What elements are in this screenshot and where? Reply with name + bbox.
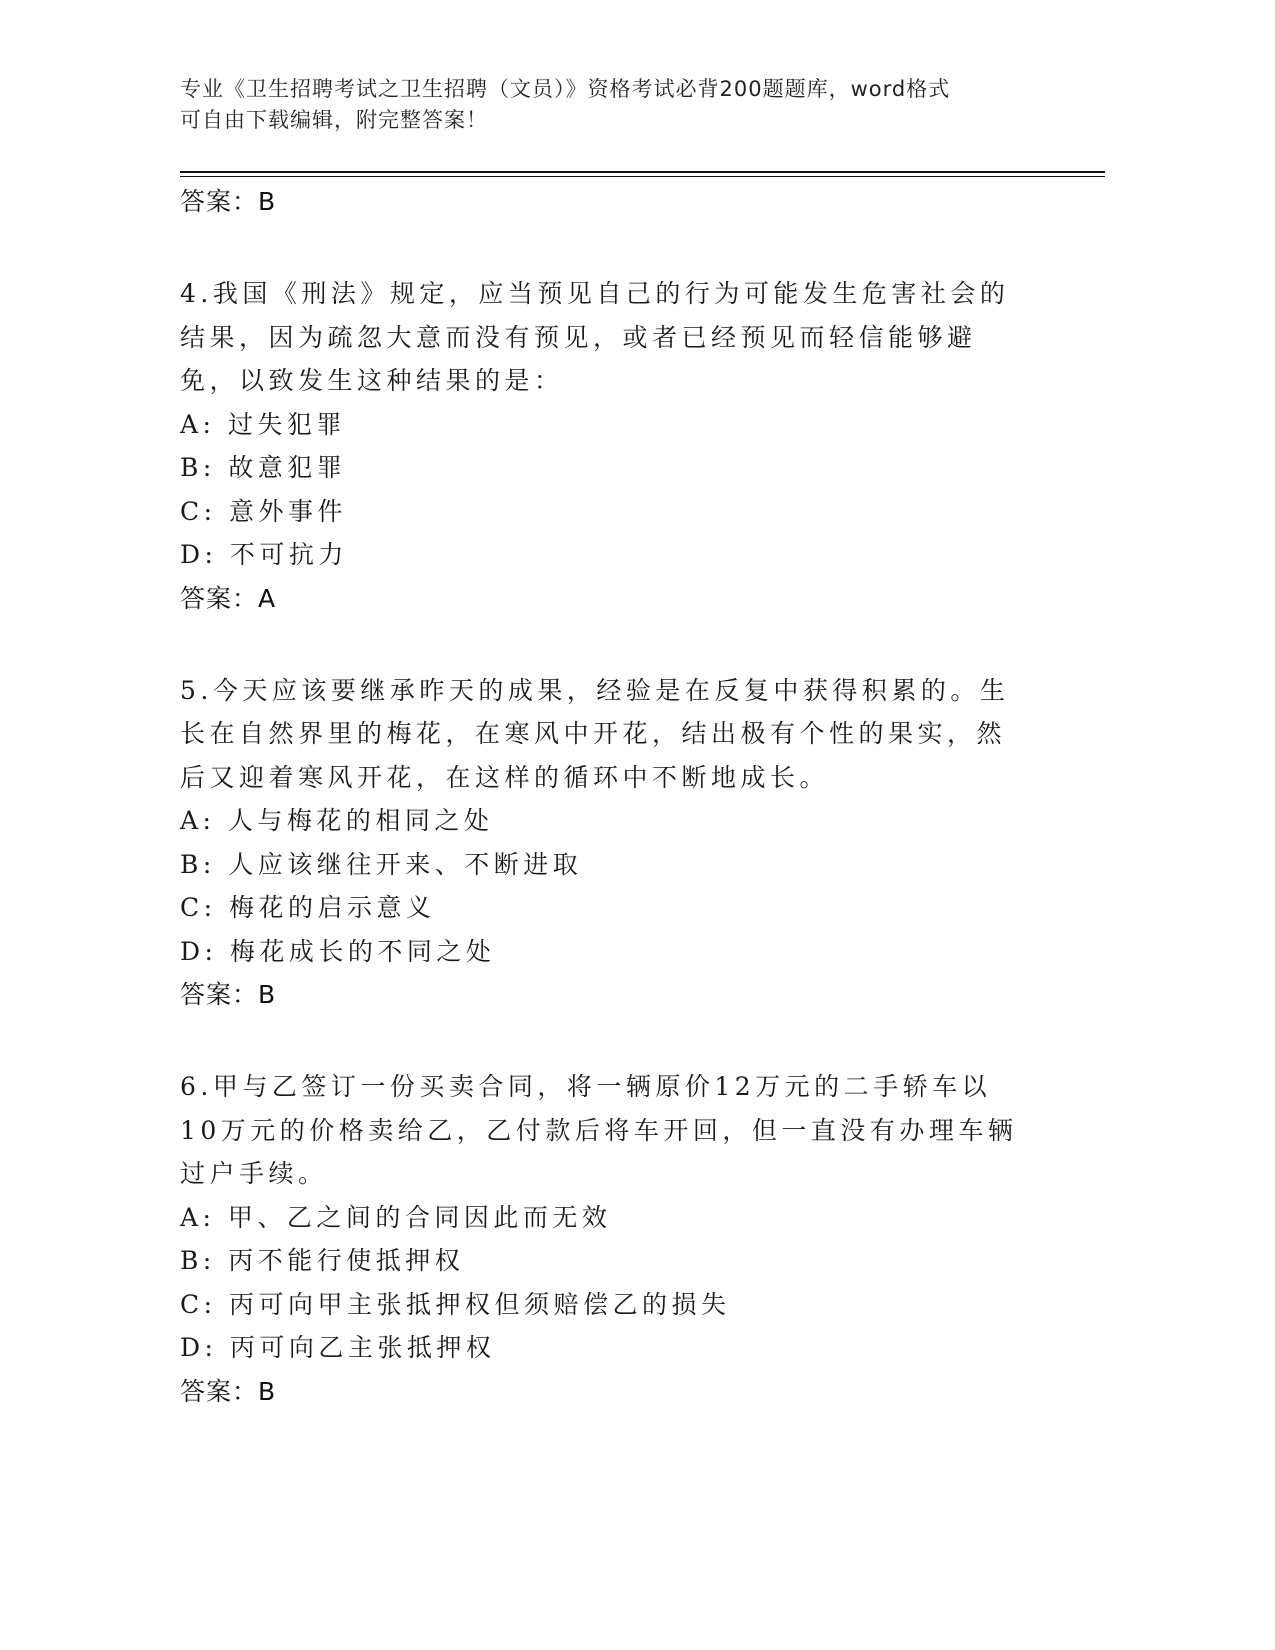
answer-line: 答案：B (180, 187, 277, 216)
header-line-1: 专业《卫生招聘考试之卫生招聘（文员）》资格考试必背200题题库，word格式 (180, 77, 951, 101)
answer-line: 答案：B (180, 980, 277, 1009)
question-text: 4.我国《刑法》规定，应当预见自己的行为可能发生危害社会的结果，因为疏忽大意而没有预见，或者已经预见而轻信能够避免，以致发生这种结果的是： (180, 279, 1010, 395)
answer-line: 答案：A (180, 583, 277, 613)
question-text: 5.今天应该要继承昨天的成果，经验是在反复中获得积累的。生长在自然界里的梅花，在寒风中开花，结出极有个性的果实，然后又迎着寒风开花，在这样的循环中不断地成长。 (180, 675, 1010, 792)
option-b: B: 故意犯罪 (180, 453, 347, 482)
option-c: C: 丙可向甲主张抵押权但须赔偿乙的损失 (180, 1289, 731, 1319)
header-rule-thick (180, 171, 1105, 173)
option-d: D: 不可抗力 (180, 540, 348, 569)
question-text: 6.甲与乙签订一份买卖合同，将一辆原价12万元的二手轿车以10万元的价格卖给乙，乙付款后将车开回，但一直没有办理车辆过户手续。 (180, 1072, 1018, 1188)
document-header (180, 74, 1080, 136)
option-b: B: 丙不能行使抵押权 (180, 1246, 465, 1275)
question-5 (180, 669, 1020, 1018)
option-c: C: 意外事件 (180, 496, 347, 526)
option-a: A: 人与梅花的相同之处 (180, 806, 494, 835)
question-6 (180, 1065, 1020, 1414)
header-line-2: 可自由下载编辑，附完整答案！ (180, 108, 488, 132)
header-rule-thin (180, 176, 1105, 177)
option-d: D: 丙可向乙主张抵押权 (180, 1333, 496, 1362)
question-4 (180, 272, 1020, 621)
option-c: C: 梅花的启示意义 (180, 893, 436, 922)
answer-line: 答案：B (180, 1376, 277, 1406)
option-b: B: 人应该继往开来、不断进取 (180, 849, 583, 879)
option-a: A: 过失犯罪 (180, 409, 346, 439)
document-body (180, 180, 1020, 1414)
option-d: D: 梅花成长的不同之处 (180, 936, 496, 966)
option-a: A: 甲、乙之间的合同因此而无效 (180, 1202, 612, 1232)
